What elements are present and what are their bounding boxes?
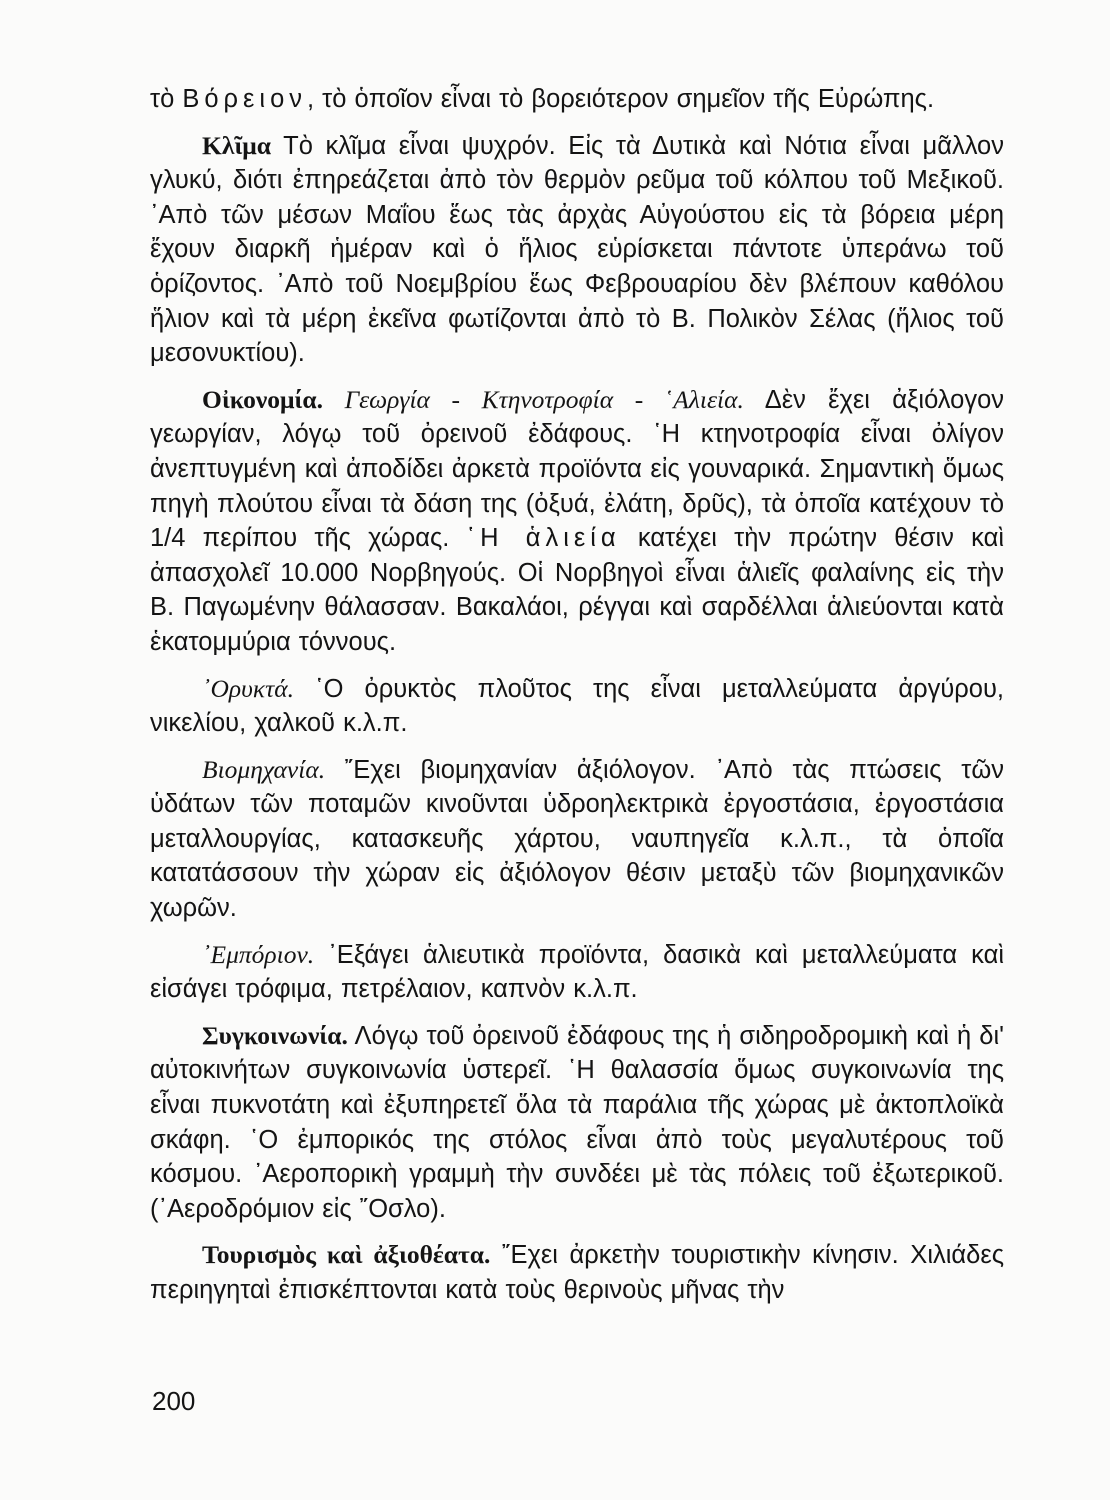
- paragraph-industry: [150, 753, 1004, 926]
- paragraph-text: Δὲν ἔχει ἀξιόλογον γεωργίαν, λόγῳ τοῦ ὀρεινοῦ ἐδάφους. ῾Η κτηνοτροφία εἶναι ὀλίγον ἀνεπτυγμένη καὶ ἀποδίδει ἀρκετὰ προϊόντα εἰς γουναρικά. Σημαντικὴ ὅμως πηγὴ πλούτου εἶναι τὰ δάση της (ὀξυά, ἐλάτη, δρῦς), τὰ ὁποῖα κατέχουν τὸ 1/4 περίπου τῆς χώρας.: [150, 385, 1004, 553]
- paragraph-climate: [150, 129, 1004, 371]
- section-heading-transport: Συγκοινωνία.: [202, 1020, 348, 1050]
- paragraph-text: ῾Ο ὀρυκτὸς πλοῦτος της εἶναι μεταλλεύματα ἀργύρου, νικελίου, χαλκοῦ κ.λ.π.: [150, 674, 1004, 738]
- subheading-agriculture-fishing: Γεωργία - Κτηνοτροφία - ῾Αλιεία.: [323, 384, 744, 414]
- paragraph-tourism: [150, 1238, 1004, 1307]
- paragraph-economy: [150, 383, 1004, 660]
- subheading-minerals: ᾿Ορυκτά.: [202, 673, 294, 703]
- paragraph-text: ῎Εχει ἀρκετὴν τουριστικὴν κίνησιν. Χιλιάδες περιηγηταὶ ἐπισκέπτονται κατὰ τοὺς θερινοὺς μῆνας τὴν: [150, 1241, 1004, 1304]
- paragraph-text: Τὸ κλῖμα εἶναι ψυχρόν. Εἰς τὰ Δυτικὰ καὶ Νότια εἶναι μᾶλλον γλυκύ, διότι ἐπηρεάζεται ἀπὸ τὸν θερμὸν ρεῦμα τοῦ κόλπου τοῦ Μεξικοῦ. ᾿Απὸ τῶν μέσων Μαΐου ἕως τὰς ἀρχὰς Αὐγούστου εἰς τὰ βόρεια μέρη ἔχουν διαρκῆ ἡμέραν καὶ ὁ ἥλιος εὑρίσκεται πάντοτε ὑπεράνω τοῦ ὁρίζοντος. ᾿Απὸ τοῦ Νοεμβρίου ἕως Φεβρουαρίου δὲν βλέπουν καθόλου ἥλιον καὶ τὰ μέρη ἐκεῖνα φωτίζονται ἀπὸ τὸ Β. Πολικὸν Σέλας (ἥλιος τοῦ μεσονυκτίου).: [150, 131, 1004, 368]
- paragraph-intro: [150, 82, 1004, 117]
- section-heading-economy: Οἰκονομία.: [202, 384, 324, 414]
- paragraph-text: κατέχει τὴν πρώτην θέσιν καὶ ἀπασχολεῖ 10.000 Νορβηγούς. Οἱ Νορβηγοὶ εἶναι ἁλιεῖς φαλαίνης εἰς τὴν Β. Παγωμένην θάλασσαν. Βακαλάοι, ρέγγαι καὶ σαρδέλλαι ἁλιεύονται κατὰ ἑκατομμύρια τόννους.: [150, 524, 1004, 656]
- subheading-industry: Βιομηχανία.: [202, 754, 326, 784]
- text-run: τὸ: [150, 85, 183, 113]
- paragraph-text: ᾿Εξάγει ἁλιευτικὰ προϊόντα, δασικὰ καὶ μεταλλεύματα καὶ εἰσάγει τρόφιμα, πετρέλαιον, καπνὸν κ.λ.π.: [150, 940, 1004, 1004]
- section-heading-tourism: Τουρισμὸς καὶ ἀξιοθέατα.: [202, 1240, 491, 1270]
- paragraph-text: ῎Εχει βιομηχανίαν ἀξιόλογον. ᾿Απὸ τὰς πτώσεις τῶν ὑδάτων τῶν ποταμῶν κινοῦνται ὑδροηλεκτρικὰ ἐργοστάσια, ἐργοστάσια μεταλλουργίας, κατασκευῆς χάρτου, ναυπηγεῖα κ.λ.π., τὰ ὁποῖα κατατάσσουν τὴν χώραν εἰς ἀξιόλογον θέσιν μεταξὺ τῶν βιομηχανικῶν χωρῶν.: [150, 755, 1004, 923]
- spaced-term-fishing: ῾Η ἁλιεία: [466, 524, 621, 553]
- paragraph-text: Λόγῳ τοῦ ὀρεινοῦ ἐδάφους της ἡ σιδηροδρομικὴ καὶ ἡ δι' αὐτοκινήτων συγκοινωνία ὑστερεῖ. ῾Η θαλασσία ὅμως συγκοινωνία της εἶναι πυκνοτάτη καὶ ἐξυπηρετεῖ ὅλα τὰ παράλια τῆς χώρας μὲ ἀκτοπλοϊκὰ σκάφη. ῾Ο ἐμπορικός της στόλος εἶναι ἀπὸ τοὺς μεγαλυτέρους τοῦ κόσμου. ᾿Αεροπορικὴ γραμμὴ τὴν συνδέει μὲ τὰς πόλεις τοῦ ἐξωτερικοῦ. (᾿Αεροδρόμιον εἰς ῎Οσλο).: [150, 1021, 1004, 1223]
- paragraph-transport: [150, 1019, 1004, 1227]
- subheading-trade: ᾿Εμπόριον.: [202, 939, 315, 969]
- page-number: 200: [152, 1386, 196, 1416]
- paragraph-trade: [150, 938, 1004, 1007]
- paragraph-minerals: [150, 672, 1004, 741]
- spaced-place-name: Βόρειον: [182, 85, 308, 113]
- text-run: , τὸ ὁποῖον εἶναι τὸ βορειότερον σημεῖον τῆς Εὐρώπης.: [307, 85, 935, 113]
- section-heading-climate: Κλῖμα: [202, 130, 271, 160]
